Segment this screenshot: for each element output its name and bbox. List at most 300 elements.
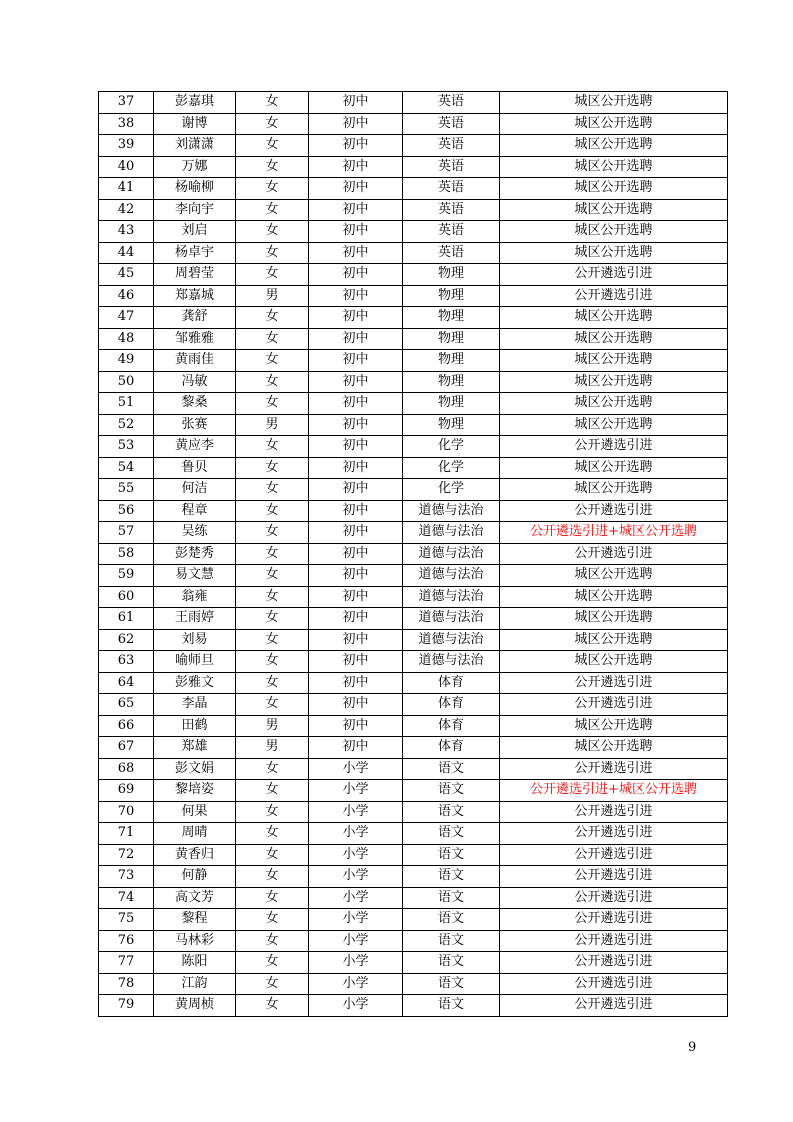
school-level-cell: 初中 [309,565,403,587]
row-number-cell: 59 [99,565,154,587]
name-cell: 程章 [154,500,236,522]
gender-cell: 女 [236,436,309,458]
school-level-cell: 小学 [309,823,403,845]
gender-cell: 女 [236,801,309,823]
table-row [99,737,728,759]
name-cell: 田鹤 [154,715,236,737]
recruitment-method-cell: 公开遴选引进 [500,844,728,866]
table-row [99,457,728,479]
name-cell: 张赛 [154,414,236,436]
subject-cell: 英语 [403,113,500,135]
recruitment-method-cell: 城区公开选聘 [500,350,728,372]
school-level-cell: 初中 [309,350,403,372]
school-level-cell: 初中 [309,393,403,415]
name-cell: 何洁 [154,479,236,501]
subject-cell: 英语 [403,156,500,178]
row-number-cell: 60 [99,586,154,608]
table-row [99,844,728,866]
page-number: 9 [688,1040,697,1055]
row-number-cell: 72 [99,844,154,866]
row-number-cell: 56 [99,500,154,522]
gender-cell: 女 [236,973,309,995]
school-level-cell: 小学 [309,909,403,931]
name-cell: 龚舒 [154,307,236,329]
row-number-cell: 53 [99,436,154,458]
table-row [99,199,728,221]
recruitment-method-cell: 城区公开选聘 [500,565,728,587]
table-row [99,801,728,823]
subject-cell: 语文 [403,930,500,952]
recruitment-method-cell: 公开遴选引进 [500,973,728,995]
name-cell: 刘易 [154,629,236,651]
gender-cell: 女 [236,608,309,630]
table-row [99,887,728,909]
recruitment-method-cell: 公开遴选引进 [500,801,728,823]
gender-cell: 女 [236,242,309,264]
gender-cell: 女 [236,135,309,157]
table-row [99,672,728,694]
gender-cell: 女 [236,457,309,479]
recruitment-method-cell: 公开遴选引进 [500,543,728,565]
recruitment-method-cell: 公开遴选引进 [500,694,728,716]
row-number-cell: 76 [99,930,154,952]
school-level-cell: 初中 [309,457,403,479]
school-level-cell: 小学 [309,952,403,974]
row-number-cell: 63 [99,651,154,673]
row-number-cell: 57 [99,522,154,544]
school-level-cell: 初中 [309,113,403,135]
gender-cell: 女 [236,780,309,802]
subject-cell: 英语 [403,92,500,114]
school-level-cell: 初中 [309,285,403,307]
recruitment-method-cell: 城区公开选聘 [500,586,728,608]
school-level-cell: 小学 [309,844,403,866]
school-level-cell: 初中 [309,651,403,673]
gender-cell: 女 [236,995,309,1017]
recruitment-method-cell: 城区公开选聘 [500,92,728,114]
recruitment-method-cell: 城区公开选聘 [500,135,728,157]
gender-cell: 女 [236,479,309,501]
row-number-cell: 55 [99,479,154,501]
row-number-cell: 79 [99,995,154,1017]
name-cell: 彭楚秀 [154,543,236,565]
gender-cell: 女 [236,909,309,931]
table-row [99,952,728,974]
school-level-cell: 初中 [309,694,403,716]
gender-cell: 女 [236,221,309,243]
school-level-cell: 初中 [309,436,403,458]
subject-cell: 语文 [403,758,500,780]
subject-cell: 物理 [403,264,500,286]
row-number-cell: 65 [99,694,154,716]
subject-cell: 语文 [403,995,500,1017]
row-number-cell: 68 [99,758,154,780]
subject-cell: 英语 [403,242,500,264]
gender-cell: 男 [236,285,309,307]
gender-cell: 女 [236,565,309,587]
gender-cell: 女 [236,930,309,952]
row-number-cell: 48 [99,328,154,350]
school-level-cell: 初中 [309,715,403,737]
name-cell: 周晴 [154,823,236,845]
gender-cell: 女 [236,952,309,974]
gender-cell: 女 [236,307,309,329]
table-row [99,522,728,544]
name-cell: 黄雨佳 [154,350,236,372]
school-level-cell: 初中 [309,586,403,608]
gender-cell: 女 [236,543,309,565]
table-row [99,479,728,501]
subject-cell: 语文 [403,780,500,802]
subject-cell: 道德与法治 [403,586,500,608]
name-cell: 杨喻柳 [154,178,236,200]
recruitment-method-cell: 公开遴选引进 [500,995,728,1017]
gender-cell: 女 [236,178,309,200]
school-level-cell: 初中 [309,414,403,436]
school-level-cell: 小学 [309,887,403,909]
name-cell: 彭雅文 [154,672,236,694]
recruitment-method-cell: 公开遴选引进 [500,887,728,909]
table-row [99,414,728,436]
recruitment-method-cell: 城区公开选聘 [500,651,728,673]
gender-cell: 女 [236,328,309,350]
school-level-cell: 初中 [309,543,403,565]
subject-cell: 道德与法治 [403,565,500,587]
subject-cell: 物理 [403,285,500,307]
table-row [99,221,728,243]
row-number-cell: 78 [99,973,154,995]
subject-cell: 语文 [403,909,500,931]
subject-cell: 化学 [403,457,500,479]
recruitment-method-cell: 城区公开选聘 [500,156,728,178]
name-cell: 黄应李 [154,436,236,458]
table-row [99,543,728,565]
school-level-cell: 初中 [309,135,403,157]
table-row [99,930,728,952]
table-row [99,371,728,393]
row-number-cell: 75 [99,909,154,931]
school-level-cell: 小学 [309,801,403,823]
row-number-cell: 71 [99,823,154,845]
name-cell: 王雨婷 [154,608,236,630]
subject-cell: 语文 [403,844,500,866]
recruitment-method-cell: 公开遴选引进 [500,264,728,286]
recruitment-method-cell: 城区公开选聘 [500,307,728,329]
row-number-cell: 77 [99,952,154,974]
recruitment-method-cell: 公开遴选引进 [500,930,728,952]
school-level-cell: 初中 [309,242,403,264]
subject-cell: 道德与法治 [403,651,500,673]
row-number-cell: 38 [99,113,154,135]
row-number-cell: 47 [99,307,154,329]
school-level-cell: 初中 [309,178,403,200]
table-row [99,285,728,307]
table-row [99,307,728,329]
name-cell: 郑雄 [154,737,236,759]
name-cell: 黎程 [154,909,236,931]
teacher-roster-table [98,91,728,1017]
row-number-cell: 39 [99,135,154,157]
recruitment-method-cell: 城区公开选聘 [500,242,728,264]
recruitment-method-cell: 公开遴选引进 [500,909,728,931]
subject-cell: 英语 [403,135,500,157]
school-level-cell: 初中 [309,672,403,694]
row-number-cell: 42 [99,199,154,221]
row-number-cell: 43 [99,221,154,243]
gender-cell: 女 [236,866,309,888]
name-cell: 李向宇 [154,199,236,221]
row-number-cell: 45 [99,264,154,286]
table-row [99,973,728,995]
subject-cell: 英语 [403,178,500,200]
recruitment-method-cell: 公开遴选引进 [500,758,728,780]
table-row [99,500,728,522]
recruitment-method-cell: 城区公开选聘 [500,113,728,135]
subject-cell: 物理 [403,393,500,415]
name-cell: 刘潇潇 [154,135,236,157]
name-cell: 周碧莹 [154,264,236,286]
table-row [99,242,728,264]
recruitment-method-cell: 城区公开选聘 [500,737,728,759]
gender-cell: 女 [236,156,309,178]
name-cell: 彭嘉琪 [154,92,236,114]
subject-cell: 化学 [403,479,500,501]
subject-cell: 物理 [403,350,500,372]
gender-cell: 女 [236,672,309,694]
table-row [99,780,728,802]
subject-cell: 体育 [403,694,500,716]
gender-cell: 男 [236,737,309,759]
subject-cell: 语文 [403,801,500,823]
subject-cell: 语文 [403,823,500,845]
row-number-cell: 52 [99,414,154,436]
recruitment-method-cell: 城区公开选聘 [500,608,728,630]
table-row [99,995,728,1017]
school-level-cell: 小学 [309,780,403,802]
gender-cell: 女 [236,651,309,673]
school-level-cell: 初中 [309,629,403,651]
gender-cell: 女 [236,199,309,221]
table-row [99,651,728,673]
subject-cell: 物理 [403,328,500,350]
recruitment-method-cell: 公开遴选引进 [500,500,728,522]
recruitment-method-cell: 公开遴选引进 [500,672,728,694]
name-cell: 喻师旦 [154,651,236,673]
subject-cell: 体育 [403,715,500,737]
subject-cell: 物理 [403,414,500,436]
gender-cell: 女 [236,500,309,522]
recruitment-method-cell: 公开遴选引进 [500,866,728,888]
recruitment-method-cell: 公开遴选引进 [500,823,728,845]
name-cell: 万娜 [154,156,236,178]
school-level-cell: 初中 [309,307,403,329]
subject-cell: 体育 [403,737,500,759]
row-number-cell: 61 [99,608,154,630]
recruitment-method-cell: 公开遴选引进+城区公开选聘 [500,522,728,544]
name-cell: 杨卓宇 [154,242,236,264]
name-cell: 郑嘉城 [154,285,236,307]
table-row [99,113,728,135]
table-row [99,758,728,780]
gender-cell: 男 [236,715,309,737]
row-number-cell: 41 [99,178,154,200]
table-row [99,586,728,608]
gender-cell: 女 [236,758,309,780]
gender-cell: 女 [236,694,309,716]
school-level-cell: 初中 [309,479,403,501]
table-row [99,92,728,114]
table-row [99,393,728,415]
school-level-cell: 初中 [309,156,403,178]
name-cell: 李晶 [154,694,236,716]
name-cell: 谢博 [154,113,236,135]
subject-cell: 物理 [403,307,500,329]
subject-cell: 道德与法治 [403,608,500,630]
recruitment-method-cell: 城区公开选聘 [500,414,728,436]
recruitment-method-cell: 城区公开选聘 [500,479,728,501]
row-number-cell: 62 [99,629,154,651]
subject-cell: 道德与法治 [403,522,500,544]
school-level-cell: 初中 [309,199,403,221]
school-level-cell: 小学 [309,973,403,995]
table-row [99,264,728,286]
subject-cell: 道德与法治 [403,500,500,522]
subject-cell: 语文 [403,952,500,974]
recruitment-method-cell: 城区公开选聘 [500,393,728,415]
name-cell: 邹雅雅 [154,328,236,350]
name-cell: 马林彩 [154,930,236,952]
name-cell: 翁雍 [154,586,236,608]
school-level-cell: 初中 [309,92,403,114]
school-level-cell: 初中 [309,522,403,544]
school-level-cell: 初中 [309,737,403,759]
gender-cell: 女 [236,371,309,393]
gender-cell: 女 [236,887,309,909]
table-row [99,135,728,157]
recruitment-method-cell: 城区公开选聘 [500,715,728,737]
row-number-cell: 37 [99,92,154,114]
table-row [99,629,728,651]
subject-cell: 英语 [403,221,500,243]
row-number-cell: 46 [99,285,154,307]
name-cell: 陈阳 [154,952,236,974]
name-cell: 黄周桢 [154,995,236,1017]
table-row [99,866,728,888]
table-row [99,328,728,350]
gender-cell: 女 [236,92,309,114]
subject-cell: 道德与法治 [403,543,500,565]
recruitment-method-cell: 城区公开选聘 [500,199,728,221]
row-number-cell: 74 [99,887,154,909]
gender-cell: 女 [236,393,309,415]
row-number-cell: 51 [99,393,154,415]
table-row [99,909,728,931]
row-number-cell: 66 [99,715,154,737]
school-level-cell: 初中 [309,328,403,350]
subject-cell: 化学 [403,436,500,458]
name-cell: 吴练 [154,522,236,544]
name-cell: 彭文娟 [154,758,236,780]
row-number-cell: 69 [99,780,154,802]
name-cell: 易文慧 [154,565,236,587]
name-cell: 何静 [154,866,236,888]
row-number-cell: 70 [99,801,154,823]
school-level-cell: 小学 [309,758,403,780]
subject-cell: 语文 [403,887,500,909]
name-cell: 黄香归 [154,844,236,866]
name-cell: 鲁贝 [154,457,236,479]
row-number-cell: 67 [99,737,154,759]
name-cell: 刘启 [154,221,236,243]
row-number-cell: 50 [99,371,154,393]
subject-cell: 语文 [403,973,500,995]
table-row [99,823,728,845]
row-number-cell: 49 [99,350,154,372]
school-level-cell: 小学 [309,866,403,888]
recruitment-method-cell: 公开遴选引进 [500,285,728,307]
table-row [99,608,728,630]
school-level-cell: 初中 [309,221,403,243]
subject-cell: 英语 [403,199,500,221]
recruitment-method-cell: 城区公开选聘 [500,221,728,243]
gender-cell: 女 [236,629,309,651]
table-row [99,565,728,587]
recruitment-method-cell: 城区公开选聘 [500,457,728,479]
table-row [99,156,728,178]
table-row [99,178,728,200]
gender-cell: 女 [236,823,309,845]
subject-cell: 道德与法治 [403,629,500,651]
table-row [99,436,728,458]
subject-cell: 体育 [403,672,500,694]
recruitment-method-cell: 城区公开选聘 [500,328,728,350]
name-cell: 冯敏 [154,371,236,393]
table-row [99,350,728,372]
school-level-cell: 初中 [309,608,403,630]
gender-cell: 女 [236,264,309,286]
gender-cell: 男 [236,414,309,436]
row-number-cell: 73 [99,866,154,888]
subject-cell: 语文 [403,866,500,888]
school-level-cell: 小学 [309,995,403,1017]
table-row [99,694,728,716]
recruitment-method-cell: 城区公开选聘 [500,629,728,651]
gender-cell: 女 [236,586,309,608]
gender-cell: 女 [236,844,309,866]
name-cell: 黎培姿 [154,780,236,802]
roster-table-body [99,92,728,1017]
row-number-cell: 40 [99,156,154,178]
recruitment-method-cell: 公开遴选引进 [500,436,728,458]
recruitment-method-cell: 公开遴选引进+城区公开选聘 [500,780,728,802]
gender-cell: 女 [236,522,309,544]
name-cell: 江韵 [154,973,236,995]
school-level-cell: 小学 [309,930,403,952]
name-cell: 何果 [154,801,236,823]
recruitment-method-cell: 城区公开选聘 [500,371,728,393]
school-level-cell: 初中 [309,264,403,286]
row-number-cell: 58 [99,543,154,565]
row-number-cell: 64 [99,672,154,694]
school-level-cell: 初中 [309,371,403,393]
row-number-cell: 54 [99,457,154,479]
gender-cell: 女 [236,350,309,372]
subject-cell: 物理 [403,371,500,393]
recruitment-method-cell: 城区公开选聘 [500,178,728,200]
table-row [99,715,728,737]
gender-cell: 女 [236,113,309,135]
school-level-cell: 初中 [309,500,403,522]
